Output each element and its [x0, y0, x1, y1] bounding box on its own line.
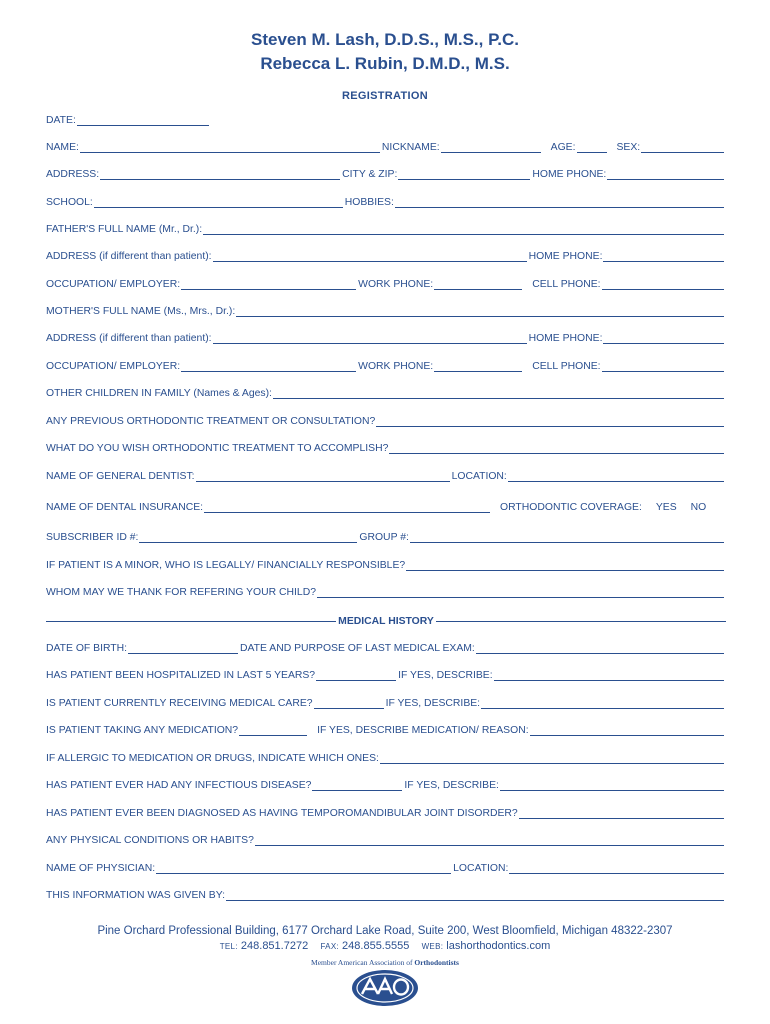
- hobbies-label: HOBBIES:: [344, 197, 394, 208]
- allergic-label: IF ALLERGIC TO MEDICATION OR DRUGS, INDICATE WHICH ONES:: [46, 753, 379, 764]
- dob-row: [46, 641, 726, 655]
- given-by-field[interactable]: [226, 890, 724, 901]
- form-header: [0, 28, 770, 102]
- form-title: REGISTRATION: [342, 90, 428, 102]
- physical-conditions-field[interactable]: [255, 835, 724, 846]
- fathers-name-label: FATHER'S FULL NAME (Mr., Dr.):: [46, 224, 203, 235]
- allergic-row: [46, 751, 726, 765]
- infectious-label: HAS PATIENT EVER HAD ANY INFECTIOUS DISEASE?: [46, 780, 312, 791]
- father-address-row: [46, 249, 726, 263]
- mother-address-row: [46, 331, 726, 345]
- father-cell-phone-field[interactable]: [602, 279, 724, 290]
- previous-treatment-field[interactable]: [376, 416, 724, 427]
- referral-row: [46, 585, 726, 599]
- father-address-label: ADDRESS (if different than patient):: [46, 251, 212, 262]
- father-work-phone-label: WORK PHONE:: [358, 279, 434, 290]
- web-label: WEB:: [421, 942, 444, 951]
- physician-label: NAME OF PHYSICIAN:: [46, 863, 156, 874]
- address-field[interactable]: [100, 169, 340, 180]
- wish-accomplish-label: WHAT DO YOU WISH ORTHODONTIC TREATMENT TO ACCOMPLISH?: [46, 443, 389, 454]
- father-occupation-row: [46, 277, 726, 291]
- other-children-label: OTHER CHILDREN IN FAMILY (Names & Ages):: [46, 388, 272, 399]
- dentist-location-field[interactable]: [508, 471, 724, 482]
- divider-rule-right: [436, 621, 726, 622]
- father-cell-phone-label: CELL PHONE:: [532, 279, 601, 290]
- medical-history-divider: [46, 614, 726, 628]
- receiving-care-label: IS PATIENT CURRENTLY RECEIVING MEDICAL CARE?: [46, 698, 313, 709]
- minor-responsible-field[interactable]: [406, 560, 724, 571]
- mother-address-field[interactable]: [213, 333, 527, 344]
- general-dentist-row: [46, 469, 726, 483]
- date-row: [46, 113, 726, 127]
- dental-insurance-field[interactable]: [204, 502, 490, 513]
- aao-logo-icon: [350, 968, 420, 1008]
- father-address-field[interactable]: [213, 251, 527, 262]
- care-describe-label: IF YES, DESCRIBE:: [385, 698, 481, 709]
- date-field[interactable]: [77, 115, 209, 126]
- infectious-field[interactable]: [312, 780, 402, 791]
- mother-occupation-row: [46, 359, 726, 373]
- hospitalized-label: HAS PATIENT BEEN HOSPITALIZED IN LAST 5 YEARS?: [46, 670, 316, 681]
- mother-work-phone-field[interactable]: [434, 361, 522, 372]
- fathers-name-field[interactable]: [203, 224, 724, 235]
- city-zip-field[interactable]: [398, 169, 530, 180]
- minor-responsible-row: [46, 558, 726, 572]
- describe-medication-label: IF YES, DESCRIBE MEDICATION/ REASON:: [317, 725, 529, 736]
- age-field[interactable]: [577, 142, 607, 153]
- hospitalized-describe-label: IF YES, DESCRIBE:: [398, 670, 493, 681]
- hospitalized-describe-field[interactable]: [494, 670, 724, 681]
- tel-label: TEL:: [219, 942, 238, 951]
- fathers-name-row: [46, 222, 726, 236]
- coverage-no-option[interactable]: NO: [690, 502, 707, 513]
- association-name-bold: Orthodontists: [414, 958, 459, 967]
- mother-home-phone-field[interactable]: [603, 333, 724, 344]
- physician-field[interactable]: [156, 863, 451, 874]
- mother-occupation-label: OCCUPATION/ EMPLOYER:: [46, 361, 181, 372]
- doctor-name-2: Rebecca L. Rubin, D.M.D., M.S.: [260, 54, 510, 73]
- father-occupation-field[interactable]: [181, 279, 356, 290]
- physician-location-label: LOCATION:: [453, 863, 509, 874]
- name-field[interactable]: [80, 142, 380, 153]
- care-describe-field[interactable]: [481, 698, 724, 709]
- nickname-field[interactable]: [441, 142, 541, 153]
- association-name: American Association of: [337, 958, 413, 967]
- father-home-phone-field[interactable]: [603, 251, 724, 262]
- date-label: DATE:: [46, 115, 76, 126]
- home-phone-label: HOME PHONE:: [532, 169, 607, 180]
- infectious-describe-field[interactable]: [500, 780, 724, 791]
- coverage-yes-option[interactable]: YES: [655, 502, 677, 513]
- referral-label: WHOM MAY WE THANK FOR REFERING YOUR CHILD?: [46, 587, 316, 598]
- describe-medication-field[interactable]: [530, 725, 724, 736]
- mother-occupation-field[interactable]: [181, 361, 356, 372]
- father-occupation-label: OCCUPATION/ EMPLOYER:: [46, 279, 181, 290]
- last-exam-field[interactable]: [476, 643, 724, 654]
- taking-medication-label: IS PATIENT TAKING ANY MEDICATION?: [46, 725, 239, 736]
- receiving-care-row: [46, 696, 726, 710]
- dob-label: DATE OF BIRTH:: [46, 643, 128, 654]
- hospitalized-field[interactable]: [316, 670, 396, 681]
- hobbies-field[interactable]: [395, 197, 724, 208]
- physician-location-field[interactable]: [509, 863, 724, 874]
- footer-address: Pine Orchard Professional Building, 6177 Orchard Lake Road, Suite 200, West Bloomfield, Michigan 48322-2307: [97, 925, 673, 937]
- dob-field[interactable]: [128, 643, 238, 654]
- hospitalized-row: [46, 668, 726, 682]
- name-row: [46, 140, 726, 154]
- address-row: [46, 167, 726, 181]
- member-prefix: Member: [311, 958, 337, 967]
- wish-accomplish-row: [46, 441, 726, 455]
- allergic-field[interactable]: [380, 753, 724, 764]
- fax-number: 248.855.5555: [342, 940, 410, 952]
- mother-work-phone-label: WORK PHONE:: [358, 361, 434, 372]
- general-dentist-label: NAME OF GENERAL DENTIST:: [46, 471, 195, 482]
- physician-row: [46, 861, 726, 875]
- referral-field[interactable]: [317, 587, 724, 598]
- dental-insurance-label: NAME OF DENTAL INSURANCE:: [46, 502, 204, 513]
- tmj-field[interactable]: [519, 808, 724, 819]
- city-zip-label: CITY & ZIP:: [342, 169, 398, 180]
- last-exam-label: DATE AND PURPOSE OF LAST MEDICAL EXAM:: [240, 643, 475, 654]
- mothers-name-label: MOTHER'S FULL NAME (Ms., Mrs., Dr.):: [46, 306, 236, 317]
- other-children-field[interactable]: [273, 388, 724, 399]
- given-by-row: [46, 888, 726, 902]
- nickname-label: NICKNAME:: [381, 142, 440, 153]
- taking-medication-field[interactable]: [239, 725, 307, 736]
- medical-history-title: MEDICAL HISTORY: [338, 615, 434, 627]
- subscriber-id-label: SUBSCRIBER ID #:: [46, 532, 139, 543]
- home-phone-field[interactable]: [607, 169, 724, 180]
- general-dentist-field[interactable]: [196, 471, 450, 482]
- age-label: AGE:: [550, 142, 576, 153]
- tel-number: 248.851.7272: [240, 940, 309, 952]
- mother-cell-phone-field[interactable]: [602, 361, 724, 372]
- mother-home-phone-label: HOME PHONE:: [528, 333, 603, 344]
- other-children-row: [46, 386, 726, 400]
- tmj-row: [46, 806, 726, 820]
- subscriber-id-field[interactable]: [139, 532, 357, 543]
- given-by-label: THIS INFORMATION WAS GIVEN BY:: [46, 890, 225, 901]
- doctor-name-1: Steven M. Lash, D.D.S., M.S., P.C.: [251, 30, 519, 49]
- name-label: NAME:: [46, 142, 79, 153]
- address-label: ADDRESS:: [46, 169, 100, 180]
- wish-accomplish-field[interactable]: [389, 443, 724, 454]
- school-row: [46, 195, 726, 209]
- dentist-location-label: LOCATION:: [451, 471, 507, 482]
- previous-treatment-row: [46, 414, 726, 428]
- ortho-coverage-label: ORTHODONTIC COVERAGE:: [500, 502, 642, 513]
- father-work-phone-field[interactable]: [434, 279, 522, 290]
- fax-label: FAX:: [320, 942, 339, 951]
- minor-responsible-label: IF PATIENT IS A MINOR, WHO IS LEGALLY/ FINANCIALLY RESPONSIBLE?: [46, 560, 406, 571]
- sex-field[interactable]: [641, 142, 724, 153]
- footer: [0, 925, 770, 1008]
- school-label: SCHOOL:: [46, 197, 93, 208]
- mothers-name-row: [46, 304, 726, 318]
- website-link[interactable]: lashorthodontics.com: [446, 940, 551, 952]
- father-home-phone-label: HOME PHONE:: [528, 251, 603, 262]
- association-line: [0, 958, 770, 967]
- mothers-name-field[interactable]: [236, 306, 724, 317]
- medication-row: [46, 723, 726, 737]
- mother-cell-phone-label: CELL PHONE:: [532, 361, 601, 372]
- dental-insurance-row: [46, 500, 726, 514]
- physical-conditions-row: [46, 833, 726, 847]
- school-field[interactable]: [94, 197, 343, 208]
- tmj-label: HAS PATIENT EVER BEEN DIAGNOSED AS HAVING TEMPOROMANDIBULAR JOINT DISORDER?: [46, 808, 518, 819]
- receiving-care-field[interactable]: [314, 698, 384, 709]
- sex-label: SEX:: [616, 142, 641, 153]
- physical-conditions-label: ANY PHYSICAL CONDITIONS OR HABITS?: [46, 835, 254, 846]
- infectious-row: [46, 778, 726, 792]
- subscriber-row: [46, 530, 726, 544]
- mother-address-label: ADDRESS (if different than patient):: [46, 333, 212, 344]
- infectious-describe-label: IF YES, DESCRIBE:: [404, 780, 499, 791]
- group-field[interactable]: [410, 532, 724, 543]
- group-label: GROUP #:: [359, 532, 409, 543]
- divider-rule-left: [46, 621, 336, 622]
- footer-contact: [0, 940, 770, 952]
- previous-treatment-label: ANY PREVIOUS ORTHODONTIC TREATMENT OR CONSULTATION?: [46, 416, 376, 427]
